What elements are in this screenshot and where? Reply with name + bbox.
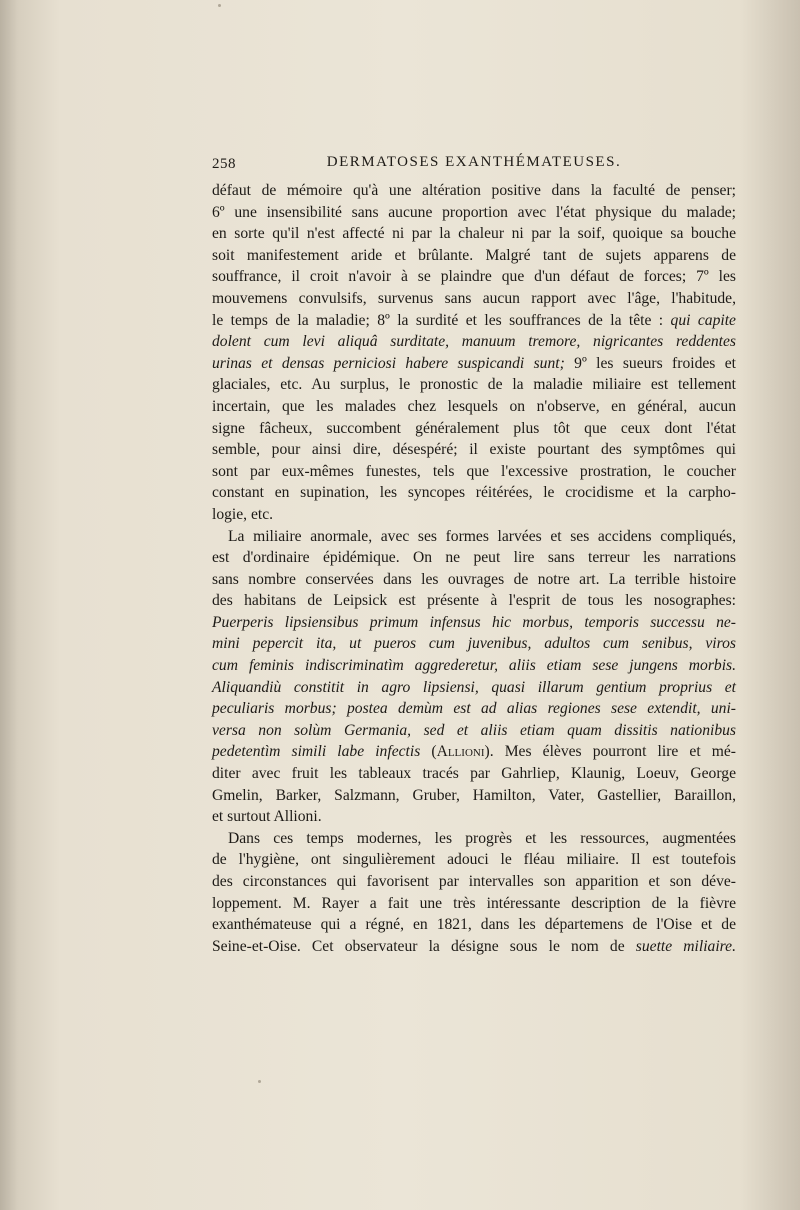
italic-text: Aliquandiù constitit in agro lipsiensi, quasi illarum gentium proprius et — [212, 678, 736, 696]
text-line — [212, 396, 736, 418]
text-line — [212, 633, 736, 655]
text-line — [212, 763, 736, 785]
text-segment: en sorte qu'il n'est affecté ni par la chaleur ni par la soif, quoique sa bouche — [212, 225, 736, 243]
text-line — [212, 526, 736, 548]
italic-text: versa non solùm Germania, sed et aliis etiam quam dissitis nationibus — [212, 721, 736, 739]
text-line — [212, 936, 736, 958]
text-line — [212, 698, 736, 720]
italic-text: dolent cum levi aliquâ surditate, manuum tremore, nigricantes reddentes — [212, 333, 736, 351]
text-segment: de l'hygiène, ont singulièrement adouci le fléau miliaire. Il est toutefois — [212, 851, 736, 869]
text-line — [212, 461, 736, 483]
italic-text: peculiaris morbus; postea demùm est ad alias regiones sese extendit, uni- — [212, 700, 736, 718]
text-segment: constant en supination, les syncopes réitérées, le crocidisme et la carpho- — [212, 484, 736, 502]
text-line — [212, 828, 736, 850]
text-segment: le temps de la maladie; 8º la surdité et les souffrances de la tête : — [212, 311, 671, 329]
text-line — [212, 482, 736, 504]
text-line — [212, 202, 736, 224]
text-segment: logie, etc. — [212, 505, 274, 523]
text-segment: loppement. M. Rayer a fait une très intéressante description de la fièvre — [212, 894, 736, 912]
italic-text: qui capite — [670, 311, 736, 329]
text-line — [212, 374, 736, 396]
text-segment: ( — [420, 743, 437, 761]
text-segment: mouvemens convulsifs, survenus sans aucun rapport avec l'âge, l'habitude, — [212, 289, 736, 307]
text-line — [212, 569, 736, 591]
text-line — [212, 245, 736, 267]
text-line — [212, 893, 736, 915]
body-text — [212, 180, 736, 957]
text-line — [212, 806, 736, 828]
text-line — [212, 353, 736, 375]
text-segment: Dans ces temps modernes, les progrès et les ressources, augmentées — [228, 829, 736, 847]
paper-speck — [258, 1080, 261, 1083]
text-line — [212, 223, 736, 245]
italic-text: Puerperis lipsiensibus primum infensus hic morbus, temporis successu ne- — [212, 613, 736, 631]
text-segment: souffrance, il croit n'avoir à se plaindre que d'un défaut de forces; 7º les — [212, 268, 736, 286]
text-line — [212, 677, 736, 699]
italic-text: suette miliaire. — [635, 937, 736, 955]
text-line — [212, 871, 736, 893]
text-line — [212, 310, 736, 332]
text-line — [212, 547, 736, 569]
text-segment: 6º une insensibilité sans aucune proportion avec l'état physique du malade; — [212, 203, 736, 221]
text-line — [212, 331, 736, 353]
paper-speck — [218, 4, 221, 7]
text-segment: Allioni — [436, 743, 485, 761]
running-head: DERMATOSES EXANTHÉMATEUSES. — [326, 154, 622, 170]
text-line — [212, 655, 736, 677]
text-segment: Gmelin, Barker, Salzmann, Gruber, Hamilton, Vater, Gastellier, Baraillon, — [212, 786, 736, 804]
text-line — [212, 849, 736, 871]
text-segment: signe fâcheux, succombent généralement plus tôt que ceux dont l'état — [212, 419, 736, 437]
page-header — [212, 154, 736, 180]
text-segment: ). Mes élèves pourront lire et mé- — [484, 743, 737, 761]
text-line — [212, 612, 736, 634]
text-segment: sont par eux-mêmes funestes, tels que l'excessive prostration, le coucher — [212, 462, 736, 480]
text-segment: défaut de mémoire qu'à une altération positive dans la faculté de penser; — [212, 182, 736, 199]
italic-text: pedetentìm simili labe infectis — [212, 743, 421, 761]
text-line — [212, 266, 736, 288]
text-segment: exanthémateuse qui a régné, en 1821, dans les départemens de l'Oise et de — [212, 916, 736, 934]
text-segment: sans nombre conservées dans les ouvrages de notre art. La terrible histoire — [212, 570, 736, 588]
text-line — [212, 914, 736, 936]
text-segment: semble, pour ainsi dire, désespéré; il existe pourtant des symptômes qui — [212, 441, 736, 459]
italic-text: cum feminis indiscriminatìm aggrederetur, aliis etiam sese jungens morbis. — [212, 657, 736, 675]
text-line — [212, 785, 736, 807]
text-segment: Seine-et-Oise. Cet observateur la désigne sous le nom de — [212, 937, 636, 955]
text-segment: des habitans de Leipsick est présente à l'esprit de tous les nosographes: — [212, 592, 736, 610]
text-segment: des circonstances qui favorisent par intervalles son apparition et son déve- — [212, 873, 736, 890]
text-line — [212, 288, 736, 310]
text-line — [212, 180, 736, 202]
italic-text: urinas et densas perniciosi habere suspicandi sunt; — [212, 354, 565, 372]
text-segment: 9º les sueurs froides et — [564, 354, 736, 372]
text-segment: glaciales, etc. Au surplus, le pronostic de la maladie miliaire est tellement — [212, 376, 736, 394]
text-line — [212, 741, 736, 763]
text-line — [212, 439, 736, 461]
text-segment: est d'ordinaire épidémique. On ne peut lire sans terreur les narrations — [212, 549, 736, 567]
text-line — [212, 720, 736, 742]
text-line — [212, 418, 736, 440]
text-segment: incertain, que les malades chez lesquels on n'observe, en général, aucun — [212, 397, 736, 415]
text-segment: diter avec fruit les tableaux tracés par Gahrliep, Klaunig, Loeuv, George — [212, 765, 736, 783]
text-line — [212, 590, 736, 612]
page-number: 258 — [212, 156, 236, 172]
text-line — [212, 504, 736, 526]
text-segment: et surtout Allioni. — [212, 808, 322, 826]
text-segment: soit manifestement aride et brûlante. Malgré tant de sujets apparens de — [212, 246, 736, 264]
italic-text: mini pepercit ita, ut pueros cum juvenibus, adultos cum senibus, viros — [212, 635, 736, 653]
text-segment: La miliaire anormale, avec ses formes larvées et ses accidens compliqués, — [228, 527, 736, 545]
